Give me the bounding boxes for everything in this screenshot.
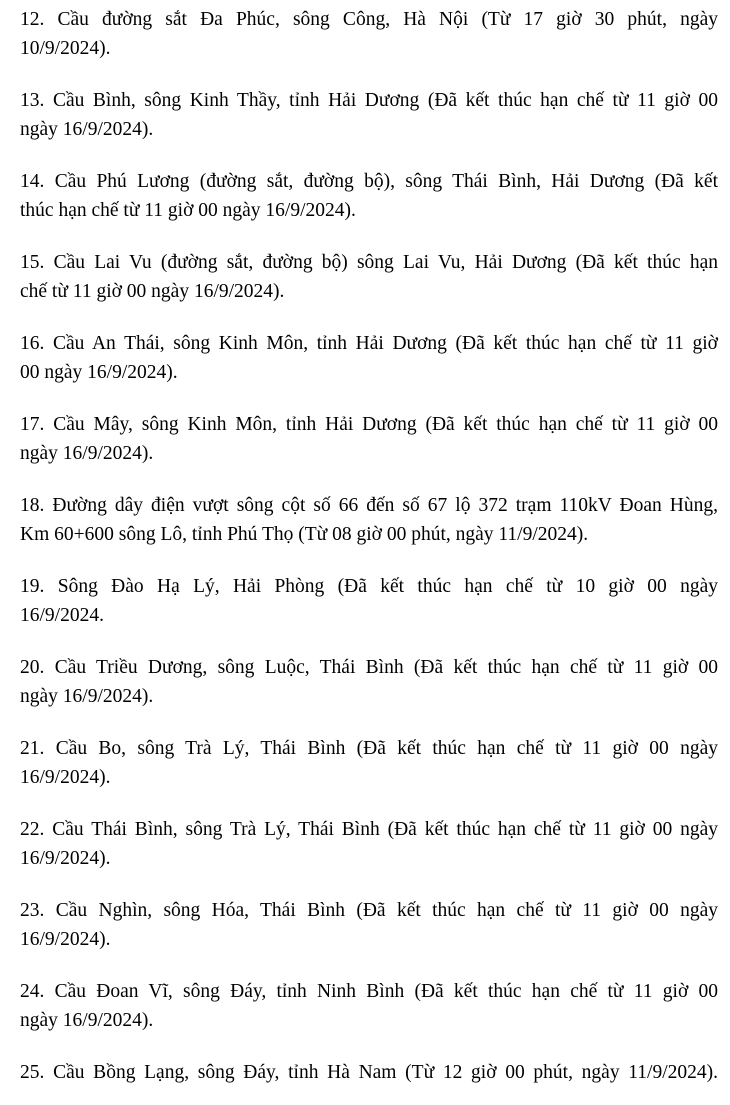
list-item-line: 21. Cầu Bo, sông Trà Lý, Thái Bình (Đã kết thúc hạn chế từ 11 giờ 00 ngày [20,738,718,759]
list-item-line: ngày 16/9/2024). [20,1010,154,1031]
list-item-line: 14. Cầu Phú Lương (đường sắt, đường bộ), sông Thái Bình, Hải Dương (Đã kết [20,171,718,192]
list-item-line: 16. Cầu An Thái, sông Kinh Môn, tỉnh Hải Dương (Đã kết thúc hạn chế từ 11 giờ [20,333,718,354]
list-item-16 [20,329,718,387]
list-item-13 [20,86,718,144]
list-item-line: 22. Cầu Thái Bình, sông Trà Lý, Thái Bình (Đã kết thúc hạn chế từ 11 giờ 00 ngày [20,819,718,840]
list-item-line: 25. Cầu Bồng Lạng, sông Đáy, tỉnh Hà Nam (Từ 12 giờ 00 phút, ngày 11/9/2024). [20,1062,718,1083]
list-item-line: ngày 16/9/2024). [20,443,154,464]
list-item-22 [20,815,718,873]
list-item-line: ngày 16/9/2024). [20,119,154,140]
list-item-line: 24. Cầu Đoan Vĩ, sông Đáy, tỉnh Ninh Bình (Đã kết thúc hạn chế từ 11 giờ 00 [20,981,718,1002]
list-item-line: 00 ngày 16/9/2024). [20,362,178,383]
list-item-21 [20,734,718,792]
list-item-23 [20,896,718,954]
list-item-line: 16/9/2024). [20,929,111,950]
list-item-line: 16/9/2024). [20,848,111,869]
list-item-line: 16/9/2024). [20,767,111,788]
list-item-24 [20,977,718,1035]
list-item-line: 15. Cầu Lai Vu (đường sắt, đường bộ) sông Lai Vu, Hải Dương (Đã kết thúc hạn [20,252,718,273]
list-item-line: 16/9/2024. [20,605,104,626]
list-item-line: 12. Cầu đường sắt Đa Phúc, sông Công, Hà Nội (Từ 17 giờ 30 phút, ngày [20,9,718,30]
list-item-18 [20,491,718,549]
list-item-19 [20,572,718,630]
list-item-line: Km 60+600 sông Lô, tỉnh Phú Thọ (Từ 08 giờ 00 phút, ngày 11/9/2024). [20,524,589,545]
list-item-25 [20,1058,718,1087]
list-item-17 [20,410,718,468]
list-item-20 [20,653,718,711]
list-item-line: 10/9/2024). [20,38,111,59]
list-item-15 [20,248,718,306]
list-item-line: 13. Cầu Bình, sông Kinh Thầy, tỉnh Hải Dương (Đã kết thúc hạn chế từ 11 giờ 00 [20,90,718,111]
list-item-12 [20,5,718,63]
list-item-line: 23. Cầu Nghìn, sông Hóa, Thái Bình (Đã kết thúc hạn chế từ 11 giờ 00 ngày [20,900,718,921]
list-item-line: thúc hạn chế từ 11 giờ 00 ngày 16/9/2024). [20,200,356,221]
list-item-line: 20. Cầu Triều Dương, sông Luộc, Thái Bình (Đã kết thúc hạn chế từ 11 giờ 00 [20,657,718,678]
list-item-line: 17. Cầu Mây, sông Kinh Môn, tỉnh Hải Dương (Đã kết thúc hạn chế từ 11 giờ 00 [20,414,718,435]
list-item-line: ngày 16/9/2024). [20,686,154,707]
list-item-14 [20,167,718,225]
list-item-line: 18. Đường dây điện vượt sông cột số 66 đến số 67 lộ 372 trạm 110kV Đoan Hùng, [20,495,718,516]
list-item-line: chế từ 11 giờ 00 ngày 16/9/2024). [20,281,285,302]
list-item-line: 19. Sông Đào Hạ Lý, Hải Phòng (Đã kết thúc hạn chế từ 10 giờ 00 ngày [20,576,718,597]
